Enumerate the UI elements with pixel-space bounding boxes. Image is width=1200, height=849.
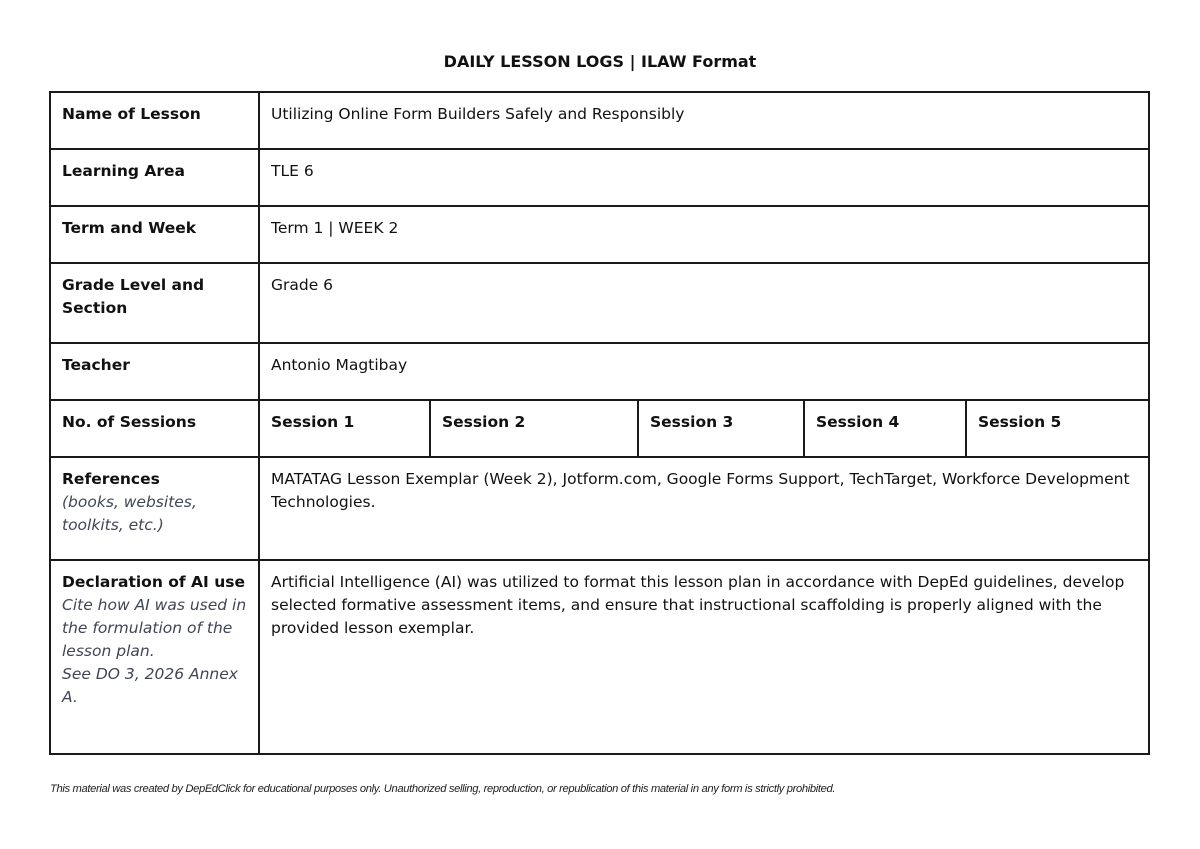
row-sessions — [50, 400, 1149, 457]
session-3-header: Session 3 — [638, 400, 804, 457]
row-ai-declaration — [50, 560, 1149, 754]
row-grade-section — [50, 263, 1149, 343]
row-term-week — [50, 206, 1149, 263]
teacher-value: Antonio Magtibay — [259, 343, 1149, 400]
document-title: DAILY LESSON LOGS | ILAW Format — [443, 52, 757, 71]
row-learning-area — [50, 149, 1149, 206]
session-2-header: Session 2 — [430, 400, 638, 457]
ai-declaration-value: Artificial Intelligence (AI) was utilized to format this lesson plan in accordance with DepEd guidelines, develop selected formative assessment items, and ensure that instructional scaffolding is properly aligned with the provided lesson exemplar. — [259, 560, 1149, 754]
references-value: MATATAG Lesson Exemplar (Week 2), Jotform.com, Google Forms Support, TechTarget, Workforce Development Technologies. — [259, 457, 1149, 560]
sessions-label: No. of Sessions — [50, 400, 259, 457]
lesson-name-value: Utilizing Online Form Builders Safely and Responsibly — [259, 92, 1149, 149]
references-hint: (books, websites, toolkits, etc.) — [62, 493, 197, 534]
term-week-value: Term 1 | WEEK 2 — [259, 206, 1149, 263]
grade-section-value: Grade 6 — [259, 263, 1149, 343]
ai-declaration-hint-reference: See DO 3, 2026 Annex A. — [62, 665, 238, 706]
learning-area-label: Learning Area — [50, 149, 259, 206]
session-5-header: Session 5 — [966, 400, 1149, 457]
footer-disclaimer: This material was created by DepEdClick for educational purposes only. Unauthorized selling, reproduction, or republication of this material in any form is strictly prohibited. — [50, 783, 836, 795]
session-4-header: Session 4 — [804, 400, 966, 457]
references-label-cell — [50, 457, 259, 560]
ai-declaration-hint: Cite how AI was used in the formulation of the lesson plan. — [62, 596, 247, 660]
ai-declaration-label-cell — [50, 560, 259, 754]
lesson-log-table — [49, 91, 1150, 755]
grade-section-label: Grade Level and Section — [50, 263, 259, 343]
ai-declaration-label: Declaration of AI use — [62, 573, 245, 591]
row-lesson-name — [50, 92, 1149, 149]
lesson-name-label: Name of Lesson — [50, 92, 259, 149]
references-label: References — [62, 470, 160, 488]
row-teacher — [50, 343, 1149, 400]
learning-area-value: TLE 6 — [259, 149, 1149, 206]
session-1-header: Session 1 — [259, 400, 430, 457]
row-references — [50, 457, 1149, 560]
term-week-label: Term and Week — [50, 206, 259, 263]
teacher-label: Teacher — [50, 343, 259, 400]
